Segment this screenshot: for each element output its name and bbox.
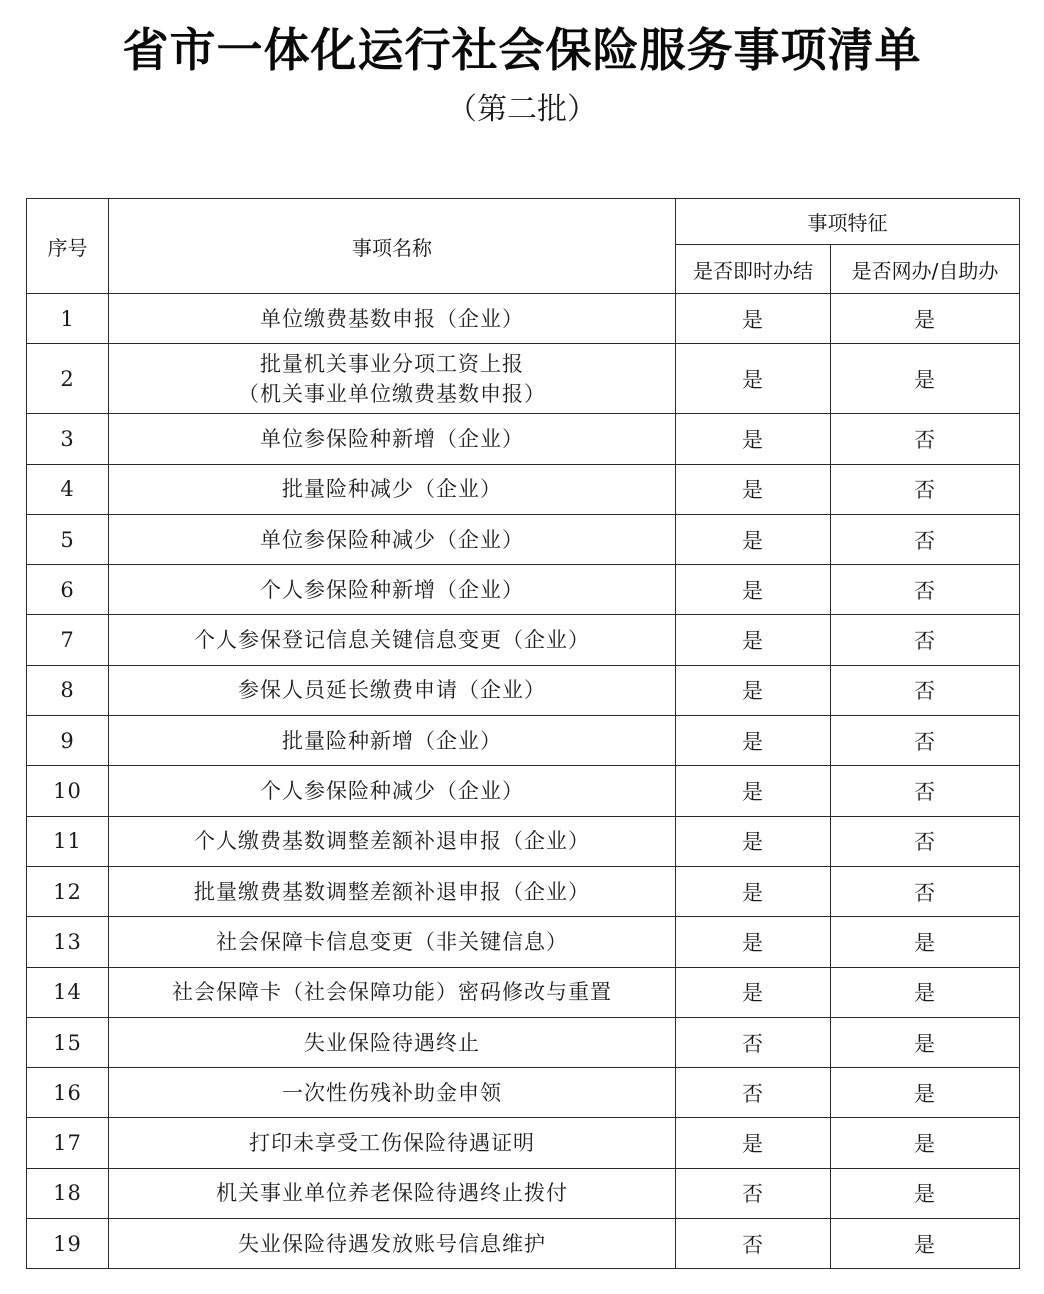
row-item-name bbox=[109, 294, 676, 344]
row-item-name bbox=[109, 766, 676, 816]
row-online: 是 bbox=[831, 294, 1020, 344]
table-row bbox=[27, 1219, 1020, 1269]
row-instant: 是 bbox=[676, 816, 831, 866]
row-item-name-line: 社会保障卡信息变更（非关键信息） bbox=[216, 929, 568, 954]
row-seq: 2 bbox=[27, 344, 109, 414]
table-row bbox=[27, 414, 1020, 464]
table-row bbox=[27, 514, 1020, 564]
table-row bbox=[27, 866, 1020, 916]
row-item-name bbox=[109, 1168, 676, 1218]
row-online: 否 bbox=[831, 615, 1020, 665]
row-seq: 9 bbox=[27, 716, 109, 766]
row-item-name-line-2: （机关事业单位缴费基数申报） bbox=[238, 381, 546, 406]
table-row bbox=[27, 294, 1020, 344]
row-seq: 18 bbox=[27, 1168, 109, 1218]
table-row bbox=[27, 344, 1020, 414]
row-instant: 否 bbox=[676, 1017, 831, 1067]
row-seq: 7 bbox=[27, 615, 109, 665]
row-seq: 6 bbox=[27, 565, 109, 615]
row-instant: 是 bbox=[676, 414, 831, 464]
document-subtitle: （第二批） bbox=[447, 92, 597, 127]
row-online: 否 bbox=[831, 816, 1020, 866]
row-online: 是 bbox=[831, 1219, 1020, 1269]
row-item-name bbox=[109, 464, 676, 514]
table-row bbox=[27, 565, 1020, 615]
row-instant: 是 bbox=[676, 866, 831, 916]
row-seq: 15 bbox=[27, 1017, 109, 1067]
table-header-row bbox=[27, 199, 1020, 245]
table-row bbox=[27, 1068, 1020, 1118]
row-item-name bbox=[109, 665, 676, 715]
row-item-name bbox=[109, 1068, 676, 1118]
row-item-name bbox=[109, 917, 676, 967]
row-item-name-line: 个人参保险种新增（企业） bbox=[260, 577, 524, 602]
row-instant: 是 bbox=[676, 766, 831, 816]
row-seq: 12 bbox=[27, 866, 109, 916]
header-name: 事项名称 bbox=[109, 199, 676, 294]
row-instant: 是 bbox=[676, 1118, 831, 1168]
row-online: 是 bbox=[831, 1168, 1020, 1218]
row-online: 否 bbox=[831, 414, 1020, 464]
row-item-name-line: 参保人员延长缴费申请（企业） bbox=[238, 678, 546, 703]
header-instant: 是否即时办结 bbox=[676, 245, 831, 294]
row-item-name-line: 社会保障卡（社会保障功能）密码修改与重置 bbox=[172, 980, 612, 1005]
row-online: 是 bbox=[831, 1017, 1020, 1067]
row-online: 否 bbox=[831, 716, 1020, 766]
row-item-name-line: 一次性伤残补助金申领 bbox=[282, 1080, 502, 1105]
row-seq: 16 bbox=[27, 1068, 109, 1118]
row-item-name bbox=[109, 967, 676, 1017]
header-seq: 序号 bbox=[27, 199, 109, 294]
service-items-table bbox=[26, 198, 1020, 1269]
row-item-name-line: 单位参保险种新增（企业） bbox=[260, 426, 524, 451]
table-row bbox=[27, 665, 1020, 715]
row-item-name-line: 批量险种新增（企业） bbox=[282, 728, 502, 753]
table-row bbox=[27, 716, 1020, 766]
row-item-name bbox=[109, 1219, 676, 1269]
row-online: 否 bbox=[831, 866, 1020, 916]
row-item-name bbox=[109, 816, 676, 866]
row-item-name bbox=[109, 414, 676, 464]
row-seq: 10 bbox=[27, 766, 109, 816]
row-instant: 是 bbox=[676, 464, 831, 514]
row-instant: 是 bbox=[676, 615, 831, 665]
row-item-name bbox=[109, 344, 676, 414]
table-row bbox=[27, 1017, 1020, 1067]
row-online: 是 bbox=[831, 1118, 1020, 1168]
row-online: 是 bbox=[831, 344, 1020, 414]
row-instant: 是 bbox=[676, 565, 831, 615]
row-instant: 是 bbox=[676, 294, 831, 344]
row-item-name-line: 批量机关事业分项工资上报 bbox=[260, 351, 524, 376]
row-item-name-line: 失业保险待遇终止 bbox=[304, 1030, 480, 1055]
row-item-name-line: 批量缴费基数调整差额补退申报（企业） bbox=[194, 879, 590, 904]
row-seq: 1 bbox=[27, 294, 109, 344]
row-item-name bbox=[109, 615, 676, 665]
row-item-name bbox=[109, 1118, 676, 1168]
row-instant: 是 bbox=[676, 665, 831, 715]
row-item-name bbox=[109, 565, 676, 615]
row-instant: 否 bbox=[676, 1219, 831, 1269]
row-instant: 是 bbox=[676, 344, 831, 414]
row-item-name-line: 打印未享受工伤保险待遇证明 bbox=[249, 1131, 535, 1156]
row-instant: 是 bbox=[676, 967, 831, 1017]
row-online: 是 bbox=[831, 1068, 1020, 1118]
row-online: 否 bbox=[831, 565, 1020, 615]
row-item-name bbox=[109, 514, 676, 564]
table-row bbox=[27, 917, 1020, 967]
row-online: 是 bbox=[831, 967, 1020, 1017]
row-seq: 3 bbox=[27, 414, 109, 464]
row-instant: 是 bbox=[676, 917, 831, 967]
header-features: 事项特征 bbox=[676, 199, 1020, 245]
row-item-name-line: 批量险种减少（企业） bbox=[282, 477, 502, 502]
row-online: 否 bbox=[831, 665, 1020, 715]
row-seq: 14 bbox=[27, 967, 109, 1017]
row-item-name bbox=[109, 1017, 676, 1067]
table-row bbox=[27, 816, 1020, 866]
row-online: 否 bbox=[831, 514, 1020, 564]
row-seq: 11 bbox=[27, 816, 109, 866]
row-item-name bbox=[109, 716, 676, 766]
table-row bbox=[27, 615, 1020, 665]
row-online: 是 bbox=[831, 917, 1020, 967]
header-online: 是否网办/自助办 bbox=[831, 245, 1020, 294]
row-seq: 8 bbox=[27, 665, 109, 715]
row-online: 否 bbox=[831, 464, 1020, 514]
row-item-name-line: 个人参保登记信息关键信息变更（企业） bbox=[194, 628, 590, 653]
row-item-name-line: 失业保险待遇发放账号信息维护 bbox=[238, 1231, 546, 1256]
row-item-name bbox=[109, 866, 676, 916]
row-item-name-line: 单位缴费基数申报（企业） bbox=[260, 306, 524, 331]
row-item-name-line: 个人缴费基数调整差额补退申报（企业） bbox=[194, 829, 590, 854]
row-seq: 4 bbox=[27, 464, 109, 514]
row-instant: 否 bbox=[676, 1068, 831, 1118]
table-row bbox=[27, 464, 1020, 514]
row-seq: 19 bbox=[27, 1219, 109, 1269]
row-instant: 否 bbox=[676, 1168, 831, 1218]
row-instant: 是 bbox=[676, 716, 831, 766]
document-title: 省市一体化运行社会保险服务事项清单 bbox=[122, 23, 922, 77]
row-item-name-line: 机关事业单位养老保险待遇终止拨付 bbox=[216, 1181, 568, 1206]
row-seq: 13 bbox=[27, 917, 109, 967]
table-row bbox=[27, 1118, 1020, 1168]
table-row bbox=[27, 1168, 1020, 1218]
table-row bbox=[27, 967, 1020, 1017]
row-seq: 17 bbox=[27, 1118, 109, 1168]
row-item-name-line: 个人参保险种减少（企业） bbox=[260, 779, 524, 804]
table-row bbox=[27, 766, 1020, 816]
row-item-name-line: 单位参保险种减少（企业） bbox=[260, 527, 524, 552]
row-instant: 是 bbox=[676, 514, 831, 564]
row-seq: 5 bbox=[27, 514, 109, 564]
row-online: 否 bbox=[831, 766, 1020, 816]
